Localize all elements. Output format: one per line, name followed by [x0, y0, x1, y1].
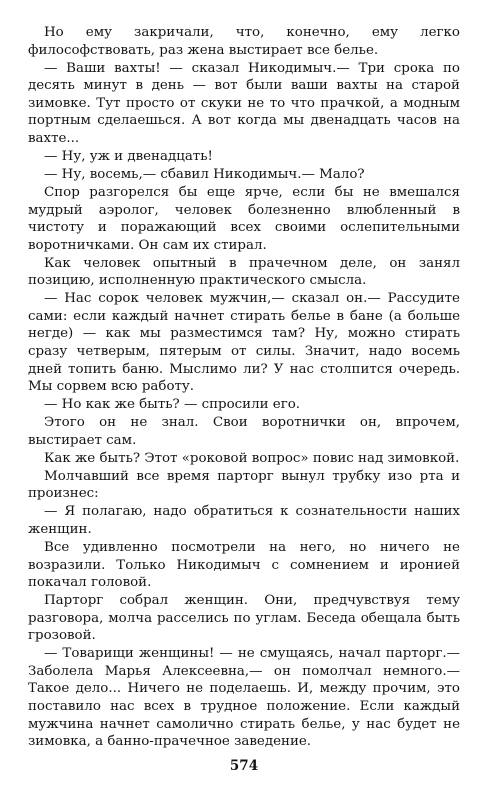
paragraph: — Ну, уж и двенадцать! [44, 148, 213, 164]
paragraph: Молчавший все время парторг вынул трубку изо рта и произнес: [28, 468, 460, 502]
paragraph: Как же быть? Этот «роковой вопрос» повис над зимовкой. [44, 450, 460, 466]
paragraph: — Я полагаю, надо обратиться к сознательности наших женщин. [28, 504, 460, 537]
paragraph: — Товарищи женщины! — не смущаясь, начал парторг.— Заболела Марья Алексеевна,— он помолчал немного.— Такое дело... Ничего не поделаешь. И, между прочим, это поставило нас всех в трудное положение. Если каждый мужчина начнет самолично стирать белье, у нас будет не зимовка, а банно-прачечное заведение. [28, 646, 460, 750]
paragraph: Как человек опытный в прачечном деле, он занял позицию, исполненную практического смысла. [28, 255, 460, 289]
paragraph: — Но как же быть? — спросили его. [44, 397, 301, 413]
page-number: 574 [229, 758, 259, 774]
paragraph: — Ну, восемь,— сбавил Никодимыч.— Мало? [44, 166, 365, 182]
paragraph: Но ему закричали, что, конечно, ему легко философствовать, раз жена выстирает все белье. [28, 25, 460, 58]
paragraph: — Нас сорок человек мужчин,— сказал он.— Рассудите сами: если каждый начнет стирать белье в бане (а больше негде) — как мы разместимся там? Ну, можно стирать сразу четверым, пятерым от силы. Значит, надо восемь дней топить баню. Мыслимо ли? У нас столпится очередь. Мы сорвем всю работу. [28, 291, 460, 395]
paragraph: Спор разгорелся бы еще ярче, если бы не вмешался мудрый аэролог, человек болезненно влюбленный в чистоту и поражающий всех своими ослепительными воротничками. Он сам их стирал. [28, 184, 460, 253]
paragraph: Все удивленно посмотрели на него, но ничего не возразили. Только Никодимыч с сомнением и иронией покачал головой. [28, 539, 460, 591]
paragraph: — Ваши вахты! — сказал Никодимыч.— Три срока по десять минут в день — вот были ваши вахты на старой зимовке. Тут просто от скуки не то что прачкой, а модным портным сделаешься. А вот когда мы двенадцать часов на вахте... [28, 60, 460, 146]
book-page [28, 24, 460, 784]
paragraph: Этого он не знал. Свои воротнички он, впрочем, выстирает сам. [28, 415, 460, 448]
paragraph: Парторг собрал женщин. Они, предчувствуя тему разговора, молча расселись по углам. Беседа обещала быть грозовой. [28, 593, 460, 644]
